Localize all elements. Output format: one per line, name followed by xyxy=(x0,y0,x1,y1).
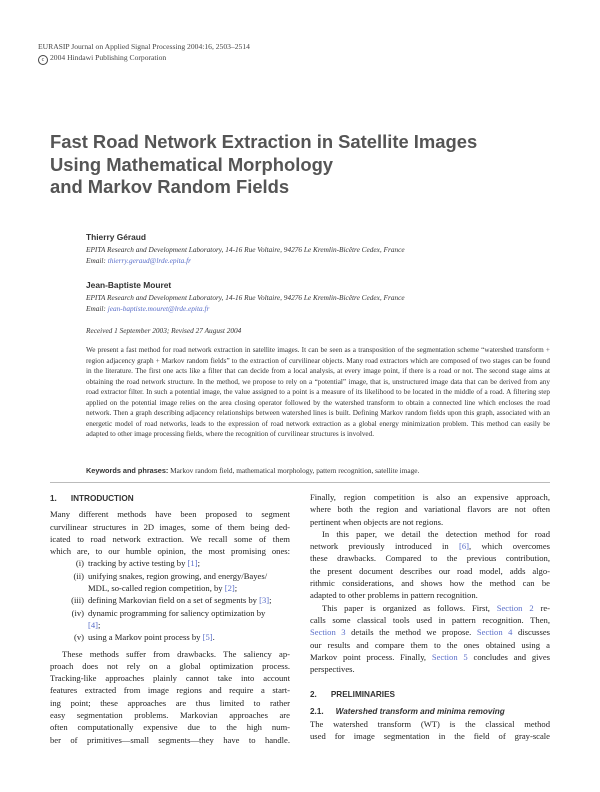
paragraph-line: rithmic considerations, and shows how the method can be xyxy=(310,578,550,589)
citation-link[interactable]: [1] xyxy=(187,558,198,569)
paragraph-line: In this paper, we detail the detection method for road xyxy=(322,528,550,539)
keywords-label: Keywords and phrases: xyxy=(86,466,169,475)
author-affiliation: EPITA Research and Development Laboratory, 14-16 Rue Voltaire, 94276 Le Kremlin-Bicêtre Cedex, France Email: thierry.geraud@lrde.epita.fr xyxy=(86,245,405,265)
section-link[interactable]: Section 5 xyxy=(431,651,468,662)
citation-link[interactable]: [6] xyxy=(459,541,470,552)
paragraph-line: Markov point process. Finally, Section 5 concludes and gives xyxy=(310,651,550,662)
list-item: (iv) dynamic programming for saliency optimization by [4]; xyxy=(71,607,266,630)
paragraph-line: used for image segmentation in the field of gray-scale xyxy=(310,731,550,742)
received-dates: Received 1 September 2003; Revised 27 August 2004 xyxy=(86,326,242,335)
section-heading: 1. INTRODUCTION xyxy=(50,494,134,503)
paragraph-line: Finally, region competition is also an expensive approach, xyxy=(310,492,550,502)
citation-link[interactable]: [2] xyxy=(224,583,235,594)
section-link[interactable]: Section 2 xyxy=(496,602,534,613)
paragraph-line: adapted to other problems in pattern recognition. xyxy=(310,590,478,601)
paragraph-line: perspectives. xyxy=(310,664,355,675)
email-label: Email: xyxy=(86,303,106,313)
journal-header xyxy=(38,42,250,65)
title-line-3: and Markov Random Fields xyxy=(50,176,290,197)
paragraph-line: easy segmentation problems. Markovian approaches are xyxy=(50,710,290,721)
paragraph-line: often computationally expensive due to the high num- xyxy=(50,722,290,733)
paragraph-line: the present document describes our road model, adds algo- xyxy=(310,565,550,576)
paragraph-line: curvilinear structures in 2D images, some of them being ded- xyxy=(50,521,290,532)
paragraph-line: where both the region and variational flavors are not often xyxy=(310,504,550,515)
author-name: Thierry Géraud xyxy=(86,232,147,242)
divider xyxy=(50,482,550,483)
subsection-heading: 2.1. Watershed transform and minima removing xyxy=(310,706,505,716)
section-heading: 2. PRELIMINARIES xyxy=(310,690,395,700)
paragraph-line: The watershed transform (WT) is the classical method xyxy=(310,719,550,730)
paragraph-line: network previously introduced in [6], which overcomes xyxy=(310,541,550,552)
paragraph-line: Section 3 details the method we propose. Section 4 discusses xyxy=(310,627,550,638)
citation-link[interactable]: [3] xyxy=(259,595,270,606)
abstract: We present a fast method for road network extraction in satellite images. It can be seen as a transposition of the segmentation scheme “watershed transform + region adjacency graph + Markov random fields” to the extraction of curvilinear objects. Many road extractors which are composed of two stages can be found in the literature. The first one acts like a filter that can decide from a local analysis, at every image point, if there is a road or not. The second stage aims at obtaining the road network structure. In the method, we propose to rely on a “potential” image, that is, unstructured image data that can be derived from any road extractor filter. In such a potential image, the value assigned to a point is a measure of its likelihood to be located in the middle of a road. A filtering step applied on the potential image relies on the area closing operator followed by the watershed transform to obtain a connected line which encloses the road network. Then a graph describing adjacency relationships between watershed lines is built. Defining Markov random fields upon this graph, associated with an energetic model of road networks, leads to the expression of road network extraction as a global energy minimization problem. This method can easily be adapted to other image processing fields, where the recognition of curvilinear structures is involved. xyxy=(86,346,550,438)
section-link[interactable]: Section 4 xyxy=(476,627,513,638)
keywords xyxy=(86,466,550,475)
paragraph-line: proach does not rely on a global optimization process. xyxy=(50,660,290,671)
author-email-link[interactable]: thierry.geraud@lrde.epita.fr xyxy=(107,255,191,265)
citation-link[interactable]: [5] xyxy=(202,632,213,643)
paper-title xyxy=(50,131,570,199)
paragraph-line: icated to road network extraction. We recall some of them xyxy=(50,533,290,544)
paragraph-line: Tracking-like approaches plainly cannot take into account xyxy=(50,673,290,684)
paragraph-line: pertinent when objects are not regions. xyxy=(310,516,444,527)
left-column xyxy=(50,493,290,746)
paragraph-line: ber of primitives—small segments—they have to handle. xyxy=(50,734,290,745)
author-affiliation: EPITA Research and Development Laboratory, 14-16 Rue Voltaire, 94276 Le Kremlin-Bicêtre Cedex, France Email: jean-baptiste.mouret@lrde.epita.fr xyxy=(86,293,405,313)
list-item: (ii) unifying snakes, region growing, and energy/Bayes/ MDL, so-called region competition, by [2]; xyxy=(73,570,268,594)
journal-copyright: c 2004 Hindawi Publishing Corporation xyxy=(38,53,250,65)
list-item: (iii) defining Markovian field on a set of segments by [3]; xyxy=(71,595,272,606)
paragraph-line: these drawbacks. Compared to the previous contribution, xyxy=(310,553,550,564)
title-line-1: Fast Road Network Extraction in Satellite Images xyxy=(50,131,478,152)
journal-citation: EURASIP Journal on Applied Signal Processing 2004:16, 2503–2514 xyxy=(38,42,250,51)
list-item: (i) tracking by active testing by [1]; xyxy=(75,558,200,569)
paragraph-line: Many different methods have been proposed to segment xyxy=(50,509,290,520)
author-name: Jean-Baptiste Mouret xyxy=(86,280,172,290)
title-line-2: Using Mathematical Morphology xyxy=(50,153,334,175)
paragraph-line: This paper is organized as follows. First, Section 2 re- xyxy=(322,602,551,613)
right-column xyxy=(310,491,550,743)
paragraph-line: which are, to our humble opinion, the most promising ones: xyxy=(50,546,290,557)
list-item: (v) using a Markov point process by [5]. xyxy=(73,632,215,643)
copyright-icon: c xyxy=(38,55,48,65)
citation-link[interactable]: [4] xyxy=(88,619,99,630)
keywords-text: Markov random field, mathematical morphology, pattern recognition, satellite image. xyxy=(170,466,420,475)
paragraph-line: features extracted from image regions and require a start- xyxy=(50,685,290,696)
paragraph-line: calls some classical tools used in pattern recognition. Then, xyxy=(310,614,550,625)
paragraph-line: our results and compare them to the ones obtained using a xyxy=(310,639,550,650)
section-link[interactable]: Section 3 xyxy=(310,627,346,638)
paragraph-line: These methods suffer from drawbacks. The saliency ap- xyxy=(62,648,290,659)
paragraph-line: ing point; these approaches are thus limited to rather xyxy=(50,697,290,708)
email-label: Email: xyxy=(86,255,106,265)
author-email-link[interactable]: jean-baptiste.mouret@lrde.epita.fr xyxy=(107,303,210,313)
